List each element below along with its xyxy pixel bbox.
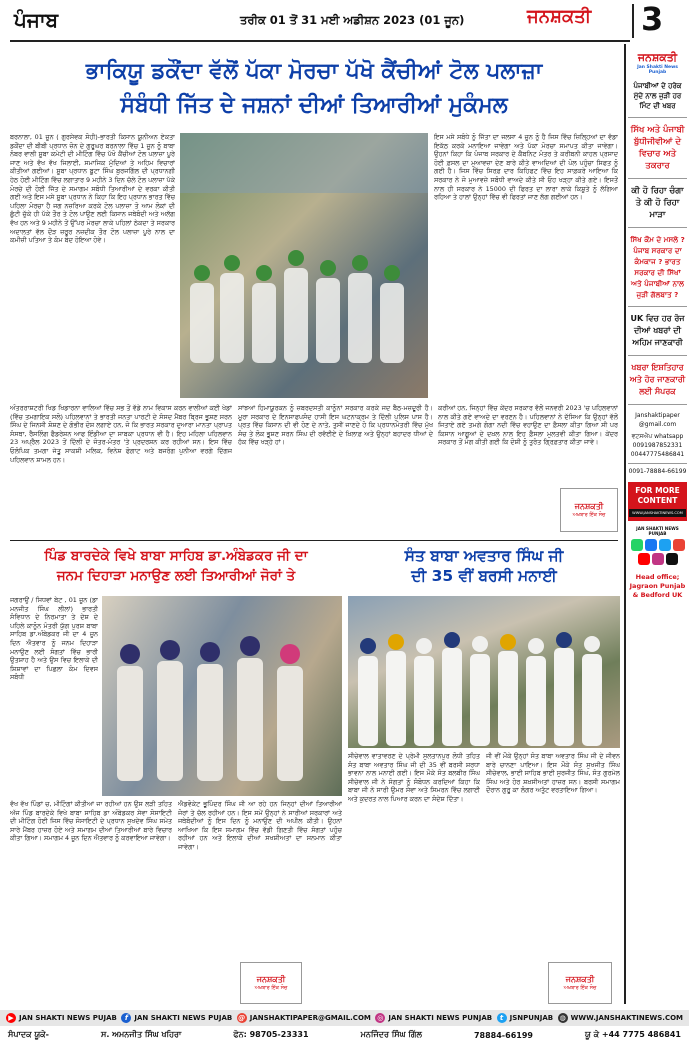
footer-text: JSNPUNJAB xyxy=(509,1014,554,1022)
brand-logo xyxy=(527,6,591,27)
sidebar-item-issues: ਸਿੱਖ ਕੌਮ ਦੇ ਮਸਲੇ ? ਪੰਜਾਬ ਸਰਕਾਰ ਦਾ ਕੰਮਕਾਜ ? ਭਾਰਤ ਸਰਕਾਰ ਦੀ ਸਿੱਖਾਂ ਅਤੇ ਪੰਜਾਬੀਆਂ ਨਾਲ ਜੁੜੀ ਗੱਲਬਾਤ ? xyxy=(630,235,685,299)
stamp-title: ਜਨਸ਼ਕਤੀ xyxy=(565,975,595,984)
sidebar-tagline: ਪੰਜਾਬੀਆਂ ਦੇ ਹਰੇਕ ਮੁੱਦੇ ਨਾਲ ਜੁੜੀ ਹਰ ਮਿੰਟ ਦੀ ਖਬਰ xyxy=(633,82,682,110)
left-story-photo xyxy=(102,596,342,796)
stamp-sub: ਅਖ਼ਬਾਰ ਇੱਕ ਸੋਚ xyxy=(254,985,288,991)
sidebar-social-icons xyxy=(628,539,687,565)
footer-editor-line xyxy=(0,1027,689,1043)
jan-shakti-stamp-2 xyxy=(240,962,302,1004)
sidebar-item-uk-news: UK ਵਿਚ ਹਰ ਰੋਜ ਦੀਆਂ ਖਬਰਾਂ ਦੀ ਅਹਿਮ ਜਾਣਕਾਰੀ xyxy=(630,314,685,347)
left-story-side-text: ਜਗਰਾਉਂ / ਸਿਧਵਾਂ ਬੇਟ , 01 ਜੂਨ (ਡਾ ਮਨਜੀਤ ਸਿੰਘ ਲੀਲਾਂ) ਭਾਰਤੀ ਸੰਵਿਧਾਨ ਦੇ ਨਿਰਮਾਤਾ ਤੇ ਦੇਸ਼ ਦੇ ਪਹਿਲੇ ਕਾਨੂੰਨ ਮੰਤਰੀ ਯੁੱਗ ਪੁਰਸ਼ ਬਾਬਾ ਸਾਹਿਬ ਡਾ.ਅੰਬੇਡਕਰ ਜੀ ਦਾ 4 ਜੂਨ ਦਿਨ ਐਤਵਾਰ ਨੂੰ ਜਨਮ ਦਿਹਾੜਾ ਮਨਾਉਣ ਲਈ ਸੰਗਤਾਂ ਵਿੱਚ ਭਾਰੀ ਉਤਸ਼ਾਹ ਹੈ ਅਤੇ ਉਸ ਵਿਚ ਇਲਾਕੇ ਦੀ ਸ਼ਿਸ਼ਾਵਾਂ ਦਾ ਪਿਛਲਾ ਕੰਮ ਦਿਵਸ ਸਬੰਧੀ xyxy=(10,596,98,682)
right-story-photo xyxy=(348,596,620,748)
main-article-col2-right: ਇਸ ਮਸੇ ਸਬੰਧੇ ਨੂੰ ਜਿੱਤਾ ਦਾ ਜਲਸਾ 4 ਜੂਨ ਨੂੰ ਹੈ ਜਿਸ ਵਿੱਚ ਜ਼ਿਲ੍ਹਿਆਂ ਦਾ ਵੱਡਾ ਇਕੱਠ ਕਰਕੇ ਮਨਾਇਆ ਜਾਵੇਗਾ ਅਤੇ ਪੱਕਾ ਮੋਰਚਾ ਸਮਾਪਤ ਕੀਤਾ ਜਾਵੇਗਾ। ਉਹਨਾਂ ਕਿਹਾ ਕਿ ਪੰਜਾਬ ਸਰਕਾਰ ਦੇ ਕੈਬਨਿਟ ਮੰਤਰ ਤੇ ਕਰੀਬਨੀ ਕਾਹਲ ਪ੍ਰਸਾਦ ਹੋਈ ਫ਼ਸਲ ਦਾ ਮੁਆਵਜ਼ਾ ਦੇਣ ਬਾਰੇ ਕੀਤੇ ਵਾਅਦਿਆਂ ਦੀ ਪੋਲ ਪਹੁੰਚਾ ਸਿਫਤ ਨੂੰ ਗਈ ਹੈ। ਜਿਸ ਵਿੱਚ ਸਿਰਫ਼ ਦਾਰ ਕਿਹਿਫਟ ਵਿੱਚ ਇਹ ਸਾਫ਼ਕਰੇ ਆਇਆ ਕਿ ਸਰਕਾਰ ਨੇ ਜੋ ਮੁਆਵਜ਼ੇ ਸਬੰਧੀ ਵਾਅਦੇ ਕੀਤੇ ਸੀ ਓਹ ਖੜ੍ਹਾ ਕੀਤੇ ਗਏ। ਇਸਤੋਂ ਨਾਲ ਹੀ ਸਰਕਾਰ ਨੇ 15000 ਦੀ ਫਿਰਤ ਦਾ ਲਾਰਾ ਲਾਕੇ ਕਿਸ਼ੂਤੇ ਨੂੰ ਲੱਗਿਆ ਰਹਿਆ ਤੇ ਹਾਲਾਂ ਉਨ੍ਹਾਂ ਵਿੱਚ ਵੀ ਫਿਰਤਾਂ ਜਾਣ ਲੱਗ ਗਈਆਂ ਹਨ। xyxy=(434,133,618,202)
facebook-icon: f xyxy=(121,1013,131,1023)
right-story-col1: ਸੀਚੇਵਾਲ ਵਾਤਾਵਰਣ ਦੇ ਪ੍ਰੇਮੀ ਸੁਲਤਾਨਪੁਰ ਲੋਧੀ ਤਹਿਤ ਸੰਤ ਬਾਬਾ ਅਵਤਾਰ ਸਿੰਘ ਜੀ ਦੀ 35 ਵੀਂ ਬਰਸੀ ਸ਼ਰਧਾ ਭਾਵਨਾ ਨਾਲ ਮਨਾਈ ਗਈ। ਇਸ ਮੌਕੇ ਸੰਤ ਬਲਬੀਰ ਸਿੰਘ ਸੀਚੇਵਾਲ ਜੀ ਨੇ ਸੰਗਤਾਂ ਨੂੰ ਸੰਬੋਧਨ ਕਰਦਿਆਂ ਕਿਹਾ ਕਿ ਬਾਬਾ ਜੀ ਨੇ ਸਾਰੀ ਉਮਰ ਸੇਵਾ ਅਤੇ ਸਿਮਰਨ ਵਿੱਚ ਲਗਾਈ ਅਤੇ ਕੁਦਰਤ ਨਾਲ ਪਿਆਰ ਕਰਨ ਦਾ ਸੰਦੇਸ਼ ਦਿੱਤਾ। xyxy=(348,752,480,803)
sidebar-phone1[interactable]: 0091987852331 xyxy=(632,442,683,449)
email-icon[interactable] xyxy=(673,539,685,551)
mid-article-col2: ਸਾਂਝਆਂ ਹਿਮਾਯੂਰਕਨ ਨੂੰ ਜ਼ਬਰਦਸਤੀ ਕਾਨੂੰਨਾਂ ਸਰਕਾਰ ਕਰਕੇ ਜਦ ਬੈਠ-ਮਜ਼ਦੂਰੀ ਹੈ। ਮੂਰਾ ਸਰਕਾਰ ਦੇ ਇਨਸਾਫਪਸੰਦ ਹਾਸੀ ਇਸ ਘਟਨਾਕ੍ਰਮ ਤੇ ਦਿੱਲੀ ਪੁਲਿਸ ਪਾਸ ਹੈ। ਪ੍ਰਤ ਵਿੱਚ ਕਿਸਾਨ ਦੀ ਵੀ ਹੋਣ ਦੇ ਨਾਤੇ, ਤੁਸੀਂ ਜਾਣਦੇ ਹੋ ਕਿ ਪ੍ਰਧਾਨਮੰਤਰੀ ਵਿੱਚ ਮੁੱਖ ਸੰਚ ਤੇ ਲੋਕ ਭੂਸ਼ਣ ਸਰਨ ਸਿੰਘ ਦੀ ਰਵੱਈਏ ਦੇ ਖ਼ਿਲਾਫ਼ ਅਤੇ ਉਨ੍ਹਾਂ ਬਹਾਦਰ ਧੀਆਂ ਦੇ ਹੱਕ ਵਿੱਚ ਖੜ੍ਹੇ ਹਾਂ। xyxy=(238,404,433,447)
sidebar-rule xyxy=(628,355,687,356)
sidebar-whatsapp-label: ਵਟਸਐਪ whatsapp xyxy=(631,433,684,440)
footer-link-4[interactable] xyxy=(375,1013,492,1023)
sidebar-logo-jan: ਜਨ xyxy=(637,51,652,64)
jan-shakti-stamp-3 xyxy=(548,962,612,1004)
footer-link-6[interactable] xyxy=(558,1013,683,1023)
sidebar-item-contact: ਖਬਰਾ ਇਸ਼ਤਿਹਾਰ ਅਤੇ ਹੋਰ ਜਾਣਕਾਰੀ ਲਈ ਸੰਪਰਕ xyxy=(629,363,686,396)
stamp-title: ਜਨਸ਼ਕਤੀ xyxy=(574,502,604,511)
footer-name2: ਮਨਜਿੰਦਰ ਸਿੰਘ ਗਿੱਲ xyxy=(360,1030,422,1039)
header-rule xyxy=(10,40,630,42)
footer-phone-uk: ਯੂ ਕੇ +44 7775 486841 xyxy=(585,1030,681,1039)
youtube-icon: ▶ xyxy=(6,1013,16,1023)
globe-icon: ◍ xyxy=(559,1014,566,1022)
twitter-icon: t xyxy=(497,1013,507,1023)
email-icon: @ xyxy=(238,1014,246,1022)
sidebar-item-good-bad: ਕੀ ਹੋ ਰਿਹਾ ਚੰਗਾ ਤੇ ਕੀ ਹੋ ਰਿਹਾ ਮਾੜਾ xyxy=(631,186,684,220)
right-story-headline1: ਸੰਤ ਬਾਬਾ ਅਵਤਾਰ ਸਿੰਘ ਜੀ xyxy=(404,547,564,565)
mid-article-col1: ਅੰਤਰਰਾਸ਼ਟਰੀ ਖਿਡ ਖਿਡਾਰਨਾ ਵਾਲਿਆਂ ਵਿੱਚ ਸਭ ਤੋਂ ਵੱਡੇ ਨਾਮ ਵਿਕਾਸ ਕਰਨ ਵਾਲੀਆਂ ਕਈ ਖੇਡਾਂ (ਵਿੱਚ ਤਮਗਾਇਕ ਸਲੋ) ਪਹਿਲਵਾਨਾਂ ਤੇ ਭਾਰਤੀ ਜਨਤਾ ਪਾਰਟੀ ਦੇ ਸੰਸਦ ਮੈਂਬਰ ਬ੍ਰਿਜ ਭੂਸ਼ਣ ਸਰਨ ਸਿੰਘ ਦੇ ਜਿਨਸੀ ਸ਼ੋਸ਼ਣ ਦੇ ਗੰਭੀਰ ਦੋਸ਼ ਲਗਾਏ ਹਨ, ਜੋ ਕਿ ਭਾਰਤ ਸਰਕਾਰ ਦੁਆਰਾ ਮਾਨਤਾ ਪ੍ਰਾਪਤ ਸੰਸਥਾ, ਰੈਸਲਿੰਗ ਫੈਡਰੇਸ਼ਨ ਆਫ ਇੰਡੀਆ ਦਾ ਸਾਬਕਾ ਪ੍ਰਧਾਨ ਵੀ ਹੈ। ਇਹ ਮਹਿਲਾ ਪਹਿਲਵਾਨ 23 ਅਪ੍ਰੈਲ 2023 ਤੋਂ ਦਿੱਲੀ ਦੇ ਜੰਤਰ-ਮੰਤਰ 'ਤੇ ਪ੍ਰਦਰਸ਼ਨ ਕਰ ਰਹੀਆਂ ਸਨ। ਇਸ ਵਿੱਚ ਓਲੰਪਿਕ ਤਮਗਾ ਜੇਤੂ ਸਾਕਸ਼ੀ ਮਲਿਕ, ਵਿਨੇਸ਼ ਫੋਗਾਟ ਅਤੇ ਬਜਰੰਗ ਪੁਨੀਆ ਵਰਗੇ ਦਿੱਗਜ ਪਹਿਲਵਾਨ ਸ਼ਾਮਲ ਹਨ। xyxy=(10,404,232,464)
footer-text: WWW.JANSHAKTINEWS.COM xyxy=(570,1014,683,1022)
stamp-sub: ਅਖ਼ਬਾਰ ਇੱਕ ਸੋਚ xyxy=(563,985,597,991)
sidebar-logo xyxy=(628,46,687,65)
page-header xyxy=(0,0,689,42)
right-photo-figures xyxy=(348,596,620,748)
main-article-col1: ਬਰਨਾਲਾ, 01 ਜੂਨ ( ਗੁਰਸੇਵਕ ਸੋਹੀ)-ਭਾਰਤੀ ਕਿਸਾਨ ਯੂਨੀਅਨ ਏਕਤਾ ਡਕੌਂਦਾ ਦੀ ਬੀਬੀ ਪ੍ਰਧਾਨ ਜ਼ੋਨ ਦੇ ਗੁਰੂਘਰ ਬਰਨਾਲਾ ਵਿੱਚ 1 ਜੂਨ ਨੂੰ ਬਾਬਾ ਨੰਬਰ ਵਾਲੀ ਸੂਬਾ ਕਮੇਟੀ ਦੀ ਮੀਟਿੰਗ ਵਿੱਚ ਪੱਖੋ ਕੈਂਚੀਆਂ ਟੋਲ ਪਲਾਜ਼ਾ ਪੂਰੇ ਜਾਣ ਅਤੇ ਵੱਖ ਵੱਖ ਜਿਲਾਈ, ਸਮਾਜਿਕ ਮੁੱਦਿਆਂ ਤੇ ਅਹਿਮ ਵਿਚਾਰਾਂ ਕੀਤੀਆਂ ਗਈਆਂ। ਸੂਬਾ ਪ੍ਰਧਾਨ ਬੂਟਾ ਸਿੰਘ ਬੁਰਜਗਿੱਲ ਦੀ ਪ੍ਰਧਾਨਗੀ ਹੇਠ ਹੋਈ ਮੀਟਿੰਗ ਵਿੱਚ ਲਗਾਤਾਰ 9 ਮਹੀਨੇ 3 ਦਿਨ ਚੱਲੇ ਟੋਲ ਪਲਾਜ਼ਾ ਪੱਕੇ ਮੋਰਚੇ ਦੀ ਹੋਈ ਜਿੱਤ ਦੇ ਸਮਾਗਮ ਸਬੰਧੀ ਤਿਆਰੀਆਂ ਦੇ ਵਰਕਾ ਕੀਤੀ ਗਈ ਅਤੇ ਇਸ ਮਸੇ ਸੂਬਾ ਪ੍ਰਧਾਨ ਨੇ ਕਿਹਾ ਕਿ ਇਹ ਪ੍ਰਧਾਨ ਭਾਰਤ ਵਿੱਚ ਪਹਿਲਾ ਮੋਰਚਾ ਹੈ ਜਗ ਨਜ਼ਰਿਆ ਕਰਕੇ ਟੋਲ ਪਲਾਜ਼ਾ ਤੋ ਆਮ ਲੋਕਾਂ ਦੀ ਛੁੱਟੀ ਚੁੱਕੇ ਹੀ ਪੱਕੇ ਤੌਰ ਤੇ ਟੋਲ ਪਾਉਣ ਲਈ ਕਿਸਾਨ ਜਥੇਬੰਦੀ ਅਤੇ ਅਲੱਗ ਵੱਖ ਹਨ ਅਤੇ 9 ਮਹੀਨੇ ਤੋਂ ਉੱਪਰ ਮੋਰਚਾ ਲਾਕੇ ਪਹਿਲਾਂ ਠੇਕਦਾ ਤੇ ਸਰਕਾਰ ਅਦਾਲਤਾਂ ਵੱਲ ਦੌੜ ਜ਼ਰੂਰ ਨਜ਼ਦੀਕ ਤੌਰ ਟੋਲ ਪਲਾਜ਼ਾ ਪੂਰੇ ਨਾਲ ਦਾ ਕਮੀਜ਼ੀ ਪਤਿਆ ਤੇ ਕੰਮ ਬੰਦ ਹੋਇਆ ਹੋਵੇ। xyxy=(10,133,175,245)
jan-shakti-stamp-1 xyxy=(560,488,618,532)
brand-shakti: ਸ਼ਕਤੀ xyxy=(550,6,592,27)
sidebar-logo-shakti: ਸ਼ਕਤੀ xyxy=(651,51,678,64)
youtube-icon[interactable] xyxy=(638,553,650,565)
sidebar-rule xyxy=(628,178,687,179)
left-photo-figures xyxy=(102,596,342,796)
facebook-icon[interactable] xyxy=(645,539,657,551)
sidebar-more-box xyxy=(628,482,687,521)
header-divider xyxy=(632,4,634,38)
sidebar-rule xyxy=(628,227,687,228)
issue-date: ਤਰੀਕ 01 ਤੋਂ 31 ਮਈ ਅਡੀਸ਼ਨ 2023 (01 ਜੂਨ) xyxy=(240,13,465,27)
twitter-icon[interactable] xyxy=(659,539,671,551)
right-story-col2: ਜੀ ਵੀਂ ਮੌਕੇ ਉਨ੍ਹਾਂ ਸੰਤ ਬਾਬਾ ਅਵਤਾਰ ਸਿੰਘ ਜੀ ਦੇ ਜੀਵਨ ਬਾਰੇ ਚਾਨਣਾ ਪਾਇਆ। ਇਸ ਮੌਕੇ ਸੰਤ ਸੁਖਜੀਤ ਸਿੰਘ ਸੀਚੇਵਾਲ, ਭਾਈ ਸਾਹਿਬ ਭਾਈ ਸੁਰਜੀਤ ਸਿੰਘ, ਸੰਤ ਗੁਰਮੇਲ ਸਿੰਘ ਅਤੇ ਹੋਰ ਸ਼ਖ਼ਸੀਅਤਾਂ ਹਾਜ਼ਰ ਸਨ। ਬਰਸੀ ਸਮਾਗਮ ਦੌਰਾਨ ਗੁਰੂ ਕਾ ਲੰਗਰ ਅਤੁੱਟ ਵਰਤਾਇਆ ਗਿਆ। xyxy=(486,752,620,795)
sidebar-email[interactable]: Janshaktipaper @gmail.com xyxy=(635,412,680,428)
footer-text: JAN SHAKTI NEWS PUJAB xyxy=(134,1014,233,1022)
stamp-title: ਜਨਸ਼ਕਤੀ xyxy=(256,975,286,984)
sidebar-rule xyxy=(628,404,687,405)
sidebar-item-thinkers: ਸਿੱਖ ਅਤੇ ਪੰਜਾਬੀ ਬੁੱਧੀਜੀਵੀਆਂ ਦੇ ਵਿਚਾਰ ਅਤੇ ਤਕਰਾਰ xyxy=(630,125,685,171)
mid-article-col3: ਕਰੀਆਂ ਹਨ, ਜਿਨ੍ਹਾਂ ਵਿੱਚ ਕੇਂਦਰ ਸਰਕਾਰ ਵੱਲੋਂ ਜਨਵਰੀ 2023 'ਚ ਪਹਿਲਵਾਨਾਂ ਨਾਲ ਕੀਤੇ ਗਏ ਵਾਅਦੇ ਦਾ ਵਰਣਨ ਹੈ। ਪਹਿਲਵਾਨਾਂ ਨੇ ਦੱਸਿਆ ਕਿ ਉਨ੍ਹਾਂ ਵੱਲੋਂ ਜਿਤਾਏ ਗਏ ਤਮਗੇ ਗੰਗਾ ਨਦੀ ਵਿੱਚ ਵਹਾਉਣ ਦਾ ਫ਼ੈਸਲਾ ਕੀਤਾ ਗਿਆ ਸੀ ਪਰ ਕਿਸਾਨ ਆਗੂਆਂ ਦੇ ਦਖ਼ਲ ਨਾਲ ਇਹ ਫ਼ੈਸਲਾ ਮੁਲਤਵੀ ਕੀਤਾ ਗਿਆ। ਕੇਂਦਰ ਸਰਕਾਰ ਤੋਂ ਮੰਗ ਕੀਤੀ ਗਈ ਕਿ ਦੋਸ਼ੀ ਨੂੰ ਤੁਰੰਤ ਗ੍ਰਿਫ਼ਤਾਰ ਕੀਤਾ ਜਾਵੇ। xyxy=(438,404,618,447)
sidebar xyxy=(624,44,689,1004)
footer-phone2: 78884-66199 xyxy=(473,1030,533,1040)
left-story-col1: ਵੱਖ ਵੱਖ ਪਿੰਡਾਂ ਚ, ਮੀਟਿੰਗਾਂ ਕੀਤੀਆਂ ਜਾ ਰਹੀਆਂ ਹਨ ਉਸ ਲੜੀ ਤਹਿਤ ਅੱਜ ਪਿੰਡ ਬਾਰਦੇਕੇ ਵਿਖੇ ਬਾਬਾ ਸਾਹਿਬ ਡਾ ਅੰਬੇਡਕਰ ਸੇਵਾ ਸੋਸਾਇਟੀ ਦੀ ਮੀਟਿੰਗ ਹੋਈ ਜਿਸ ਵਿੱਚ ਸੋਸਾਇਟੀ ਦੇ ਪ੍ਰਧਾਨ ਸੁਖਦੇਵ ਸਿੰਘ ਸਮੇਤ ਸਾਰੇ ਮੈਂਬਰ ਹਾਜ਼ਰ ਹੋਏ ਅਤੇ ਸਮਾਗਮ ਦੀਆਂ ਤਿਆਰੀਆਂ ਬਾਰੇ ਵਿਚਾਰ ਕੀਤਾ ਗਿਆ। ਸਮਾਗਮ 4 ਜੂਨ ਦਿਨ ਐਤਵਾਰ ਨੂੰ ਕਰਵਾਇਆ ਜਾਵੇਗਾ। xyxy=(10,800,172,843)
footer-link-3[interactable] xyxy=(237,1013,371,1023)
sidebar-logo-sub: Jan Shakti News Punjab xyxy=(637,65,678,75)
left-story-col2: ਐਡਵੋਕੇਟ ਭੂਪਿੰਦਰ ਸਿੰਘ ਜੀ ਆ ਰਹੇ ਹਨ ਜਿਨ੍ਹਾਂ ਦੀਆਂ ਤਿਆਰੀਆਂ ਜੋਰਾਂ ਤੇ ਚੱਲ ਰਹੀਆਂ ਹਨ। ਇਸ ਸਮੇਂ ਉਨ੍ਹਾਂ ਨੇ ਸਾਰੀਆਂ ਸਰਕਾਰਾਂ ਅਤੇ ਜਥੇਬੰਦੀਆਂ ਨੂੰ ਇਸ ਦਿਨ ਨੂੰ ਮਨਾਉਣ ਦੀ ਅਪੀਲ ਕੀਤੀ। ਉਹਨਾਂ ਆਖਿਆ ਕਿ ਇਸ ਸਮਾਗਮ ਵਿੱਚ ਵੱਡੀ ਗਿਣਤੀ ਵਿੱਚ ਸੰਗਤਾਂ ਪਹੁੰਚ ਰਹੀਆਂ ਹਨ ਅਤੇ ਇਲਾਕੇ ਦੀਆਂ ਸਖਸ਼ੀਅਤਾਂ ਦਾ ਸਨਮਾਨ ਕੀਤਾ ਜਾਵੇਗਾ। xyxy=(178,800,342,851)
footer-link-2[interactable] xyxy=(121,1013,232,1023)
left-story-headline1: ਪਿੰਡ ਬਾਰਦੇਕੇ ਵਿਖੇ ਬਾਬਾ ਸਾਹਿਬ ਡਾ.ਅੰਬੇਡਕਰ ਜੀ ਦਾ xyxy=(44,548,308,564)
main-headline-line1: ਭਾਕਿਯੂ ਡਕੌਂਦਾ ਵੱਲੋਂ ਪੱਕਾ ਮੋਰਚਾ ਪੱਖੋ ਕੈਂਚੀਆਂ ਟੋਲ ਪਲਾਜ਼ਾ xyxy=(85,59,543,84)
sidebar-head-office: Head office; Jagraon Punjab & Bedford UK xyxy=(629,573,686,599)
sidebar-social-label: JAN SHAKTI NEWS PUNJAB xyxy=(636,526,679,536)
main-headline-line2: ਸੰਬੰਧੀ ਜਿੱਤ ਦੇ ਜਸ਼ਨਾਂ ਦੀਆਂ ਤਿਆਰੀਆਂ ਮੁਕੰਮਲ xyxy=(120,93,508,118)
instagram-icon[interactable] xyxy=(652,553,664,565)
tiktok-icon[interactable] xyxy=(666,553,678,565)
sidebar-phone2[interactable]: 00447775486841 xyxy=(630,451,685,458)
footer-link-5[interactable] xyxy=(497,1013,554,1023)
footer-link-1[interactable] xyxy=(6,1013,117,1023)
right-story-headline2: ਦੀ 35 ਵੀਂ ਬਰਸੀ ਮਨਾਈ xyxy=(411,567,557,585)
sidebar-more-text: FOR MORE CONTENT xyxy=(635,486,680,505)
sidebar-rule xyxy=(628,117,687,118)
section-name: ਪੰਜਾਬ xyxy=(14,8,59,32)
instagram-icon: ◎ xyxy=(377,1014,384,1022)
footer-links xyxy=(0,1010,689,1026)
sidebar-phone3[interactable]: 0091-78884-66199 xyxy=(628,463,687,476)
main-photo xyxy=(180,133,428,398)
footer-text: JAN SHAKTI NEWS PUJAB xyxy=(19,1014,117,1022)
footer-text: JAN SHAKTI NEWS PUNJAB xyxy=(388,1014,493,1022)
page-number: 3 xyxy=(641,0,664,38)
footer-phone-in: ਫੋਨ: 98705-23331 xyxy=(233,1030,309,1039)
mid-rule xyxy=(10,540,618,541)
brand-jan: ਜਨ xyxy=(527,6,551,27)
sidebar-rule xyxy=(628,306,687,307)
stamp-sub: ਅਖ਼ਬਾਰ ਇੱਕ ਸੋਚ xyxy=(572,512,606,518)
left-story-headline2: ਜਨਮ ਦਿਹਾੜਾ ਮਨਾਉਣ ਲਈ ਤਿਆਰੀਆਂ ਜੋਰਾਂ ਤੇ xyxy=(56,568,296,584)
whatsapp-icon[interactable] xyxy=(631,539,643,551)
footer-editor: ਸੰਪਾਦਕ ਯੂਕੇ- xyxy=(8,1030,49,1039)
sidebar-site[interactable]: WWW.JANSHAKTINEWS.COM xyxy=(629,509,686,517)
footer-text: JANSHAKTIPAPER@GMAIL.COM xyxy=(249,1014,371,1022)
group-photo-figures xyxy=(180,133,428,398)
footer-name1: ਸ. ਅਮਨਜੀਤ ਸਿੰਘ ਖਹਿਰਾ xyxy=(101,1030,182,1039)
